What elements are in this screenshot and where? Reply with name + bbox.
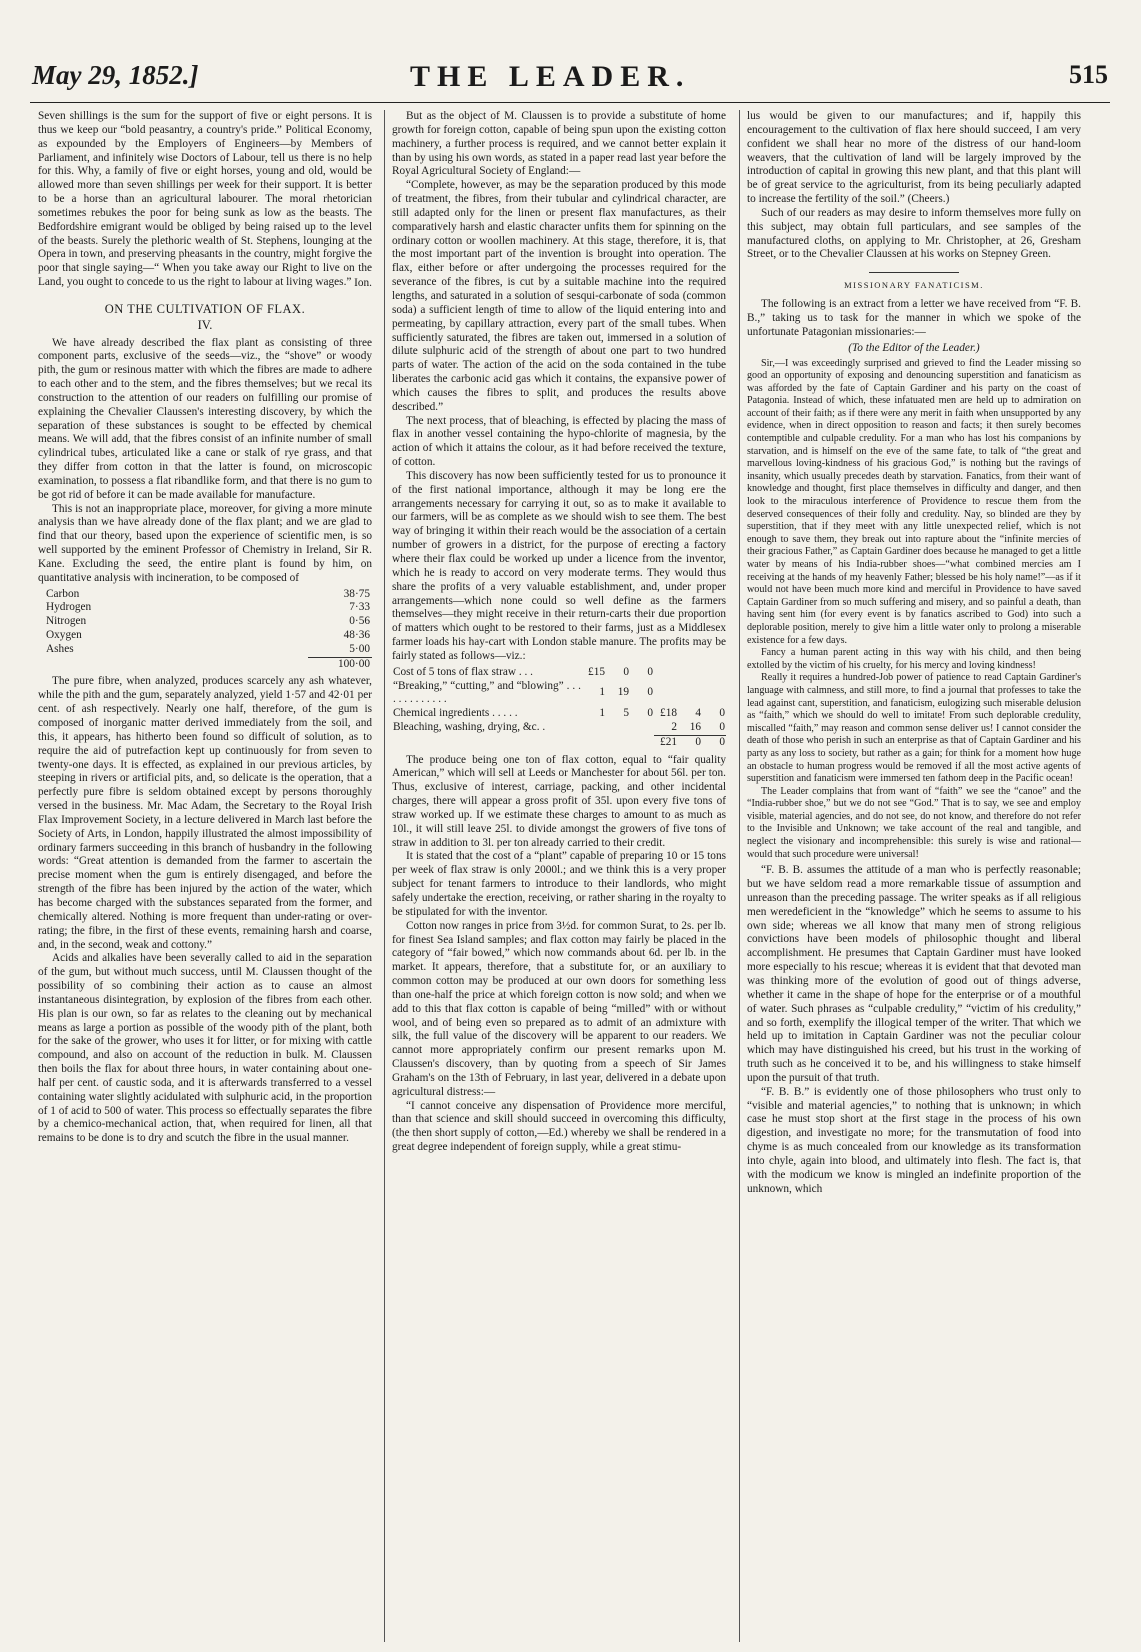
masthead-title: THE LEADER. [410, 60, 691, 93]
paragraph: “F. B. B. assumes the attitude of a man who is perfectly reasonable; but we have seldom read a more remarkable tissue of assumption and unreason than the preceding passage. The writer speaks as if all religious men weredeficient in the “knowledge” which he seems to assume to his own side; whereas we all know that many men of strong religious convictions have been models of philosophic thought and liberal accomplishment. He presumes that Captain Gardiner must have looked more especially to his rescue; whereas it is evident that that devoted man was thinking more of the evolution of good out of things adverse, whether it came in the shape of hope for the enterprise or of a mouthful of water. Such phrases as “culpable credulity,” “victim of his credulity,” and so forth, exemplify the illogical temper of the writer. That which we held up to imitation in Captain Gardiner was not the peculiar colour which may have distinguished his creed, but his trust in the working of truth such as he conceived it to be, and his willingness to stake himself upon the pursuit of that truth. [747, 864, 1081, 1084]
section-divider [869, 272, 959, 273]
paragraph: It is stated that the cost of a “plant” capable of preparing 10 or 15 tons per week of flax straw is only 2000l.; and we think this is a very proper subject for tenant farmers to introduce to their landlords, who might safely undertake the erection, receiving, or rather sharing in the royalty to be stipulated for with the inventor. [392, 850, 726, 918]
table-total-value: 100·00 [308, 657, 372, 671]
table-cell-total-pence: 0 [719, 720, 725, 733]
page-header [30, 56, 1110, 103]
letter-paragraph: Fancy a human parent acting in this way with his child, and then being extolled by the victim of his cruelty, for his mercy and loving kindness! [747, 647, 1081, 671]
intro-paragraph: Seven shillings is the sum for the support of five or eight persons. It is thus we keep our “bold peasantry, a country's pride.” Political Economy, as expounded by the Employers of Engineers—by Members of Parliament, and infinitely wise Doctors of Labour, tell us there is no help for this. Why, a family of five or eight horses, young and old, would be allowed more than seven shillings per week for their support. It is better to be a horse than an agricultural labourer. The moral rhetorician sometimes rebukes the poor for being sunk as low as the beasts. The Bedfordshire emigrant would be obliged by being raised up to the level of the beasts. Surely the plethoric wealth of St. Stephens, lounging at the Opera in town, and preserving pheasants in the country, might forgive the poor that single saying—“ When you take away our Right to live on the Land, you ought to concede to us the right to labour at living wages.” [38, 110, 372, 289]
table-cell-pounds [582, 721, 606, 735]
letter-body [747, 358, 1081, 862]
paragraph: The next process, that of bleaching, is effected by placing the mass of flax in another vessel containing the hypo-chlorite of magnesia, by the action of which it attains the colour, as it had before received the texture, of cotton. [392, 414, 726, 469]
letter-heading: (To the Editor of the Leader.) [848, 341, 980, 354]
table-row [392, 721, 726, 735]
table-total-row [392, 735, 726, 749]
table-cell-shillings [606, 721, 630, 735]
table-cell-total-pounds [654, 680, 678, 708]
column-1 [38, 110, 372, 1642]
table-cell-pounds: £15 [588, 665, 605, 678]
table-row [38, 601, 372, 615]
column-2 [392, 110, 726, 1642]
paragraph: But as the object of M. Claussen is to provide a substitute of home growth for foreign cotton, capable of being spun upon the existing cotton machinery, a further process is required, and we cannot better explain it than by using his own words, as stated in a paper read last year before the Royal Agricultural Society of England:— [392, 110, 726, 178]
table-cell-value: 38·75 [343, 587, 370, 600]
paragraph: Acids and alkalies have been severally called to aid in the separation of the gum, but without much success, until M. Claussen thought of the possibility of so combining their action as to cause an almost instantaneous disintegration, by explosion of the fibres from each other. His plan is our own, so far as relates to the cleaning out by mechanical means as large a portion as possible of the woody pith of the plant, both for the sake of the grower, who uses it for litter, or for mixing with cattle compound, and also on account of the reduction in bulk. M. Claussen then boils the flax for about three hours, in water containing about one-half per cent. of caustic soda, and it is afterwards transferred to a vessel containing water slightly acidulated with sulphuric acid, in the proportion of 1 of acid to 500 of water. This process so effectually separates the fibre by a chemico-mechanical action, that, when required for linen, all that remains to be done is to dry and scutch the fibre in the usual manner. [38, 952, 372, 1145]
table-total-pounds: £21 [654, 735, 678, 749]
article-title: ON THE CULTIVATION OF FLAX. [104, 301, 306, 316]
letter-paragraph: Sir,—I was exceedingly surprised and grieved to find the Leader missing so good an opportunity of exposing and denouncing superstition and fanaticism as was afforded by the fate of Captain Gardiner and his party on the coast of Patagonia. Instead of which, these infatuated men are held up to admiration on account of their faith; as if there were any merit in faith when unsupported by any evidence, when in direct opposition to reason and facts; it then surely becomes contemptible and culpable credulity. For a man who has lost his companions by starvation, and is himself on the eve of the same fate, to talk of “the great and marvellous loving-kindness of his gracious God,” is nothing but the ravings of insanity, which usually precedes death by starvation. Fanatics, from their want of knowledge and thought, first place themselves in difficulty and danger, and then look to the miraculous interference of Providence to rescue them from the deserved consequences of their folly and credulity. Nay, so blinded are they by superstition, that if they meet with any little unexpected relief, which is not enough to save them, they break out into rapture about the “infinite mercies of their gracious Father,” as Captain Gardiner does because he managed to get a little water by means of his India-rubber shoes—“what combined mercies am I receiving at the hands of my heavenly Father; blessed be his holy name!”—as if it would not have been much more kind and merciful in Providence to have saved Captain Gardiner from so much suffering and misery, and so painful a death, than having sent him (for every event is by fanatics ascribed to God) into such a deplorable position, merely to give him a little water only to prolong a miserable existence for a few days. [747, 357, 1081, 646]
table-cell-label: Carbon [46, 587, 80, 600]
table-cell-pence [630, 721, 654, 735]
table-cell-label: Oxygen [46, 629, 82, 642]
table-cell-total-pounds [654, 666, 678, 680]
paragraph: We have already described the flax plant as consisting of three component parts, exclusive of the seeds—viz., the “shove” or woody pith, the gum or resinous matter with which the fibres are made to adhere to each other and to the stem, and the fibres themselves; but we recal its construction to the attention of our readers on fulfilling our promise of explaining the Chevalier Claussen's interesting discovery, by which the separation of these substances is sought to be effected by chemical means. We will add, that the fibres consist of an infinite number of small cylindrical tubes, articulated like a cane or stalk of rye grass, and that they differ from cotton in that the latter is found, on microscopic examination, to possess a flat ribandlike form, and that there is no gum to be got rid of before it can be made available for manufacture. [38, 336, 372, 501]
table-cell-total-shillings [678, 666, 702, 680]
table-cell-label: Ashes [46, 643, 74, 656]
table-total-pence: 0 [702, 735, 726, 749]
table-total-shillings: 0 [678, 735, 702, 749]
table-cell-total-pounds: £18 [660, 707, 677, 720]
column-3 [747, 110, 1081, 1642]
table-row [38, 588, 372, 602]
block-quote: “I cannot conceive any dispensation of Providence more merciful, than that science and skill should succeed in overcoming this difficulty, (the then short supply of cotton,—Ed.) whereby we shall be rendered in a great degree independent of foreign supply, while a great stimu- [392, 1099, 726, 1154]
paragraph: Such of our readers as may desire to inform themselves more fully on this subject, may obtain full particulars, and see samples of the manufactured cloths, on applying to Mr. Christopher, at 26, Gresham Street, or to the Chevalier Claussen at his works on Stepney Green. [747, 206, 1081, 261]
table-cell-label: Cost of 5 tons of flax straw . . . [393, 665, 533, 678]
table-cell-label: Chemical ingredients . . . . . [393, 707, 518, 720]
section-title: MISSIONARY FANATICISM. [844, 280, 984, 291]
letter-paragraph: Really it requires a hundred-Job power of patience to read Captain Gardiner's language with calmness, and still more, to find a journal that professes to take the lead against cant, superstition, and fanaticism, eulogizing such miserable delusion as “faith,” which we should do well to imitate! From such deplorable credulity, miscalled “faith,” may reason and common sense deliver us! I cannot consider the death of those who perish in such an enterprise as that of Captain Gardiner and his party as any loss to society, but rather as a gain; for think for a moment how huge an obstacle to human progress would be removed if all the most active agents of superstition and fanaticism were immersed ten fathom deep in the Pacific ocean! [747, 672, 1081, 785]
table-row [38, 643, 372, 657]
table-cell-total-pence: 0 [719, 707, 725, 720]
table-cell-total-pence [702, 680, 726, 708]
table-cell-shillings: 0 [623, 665, 629, 678]
table-cell-label: Bleaching, washing, drying, &c. . [393, 721, 546, 734]
table-row [38, 629, 372, 643]
table-row [392, 666, 726, 680]
table-cell-pence: 0 [647, 707, 653, 720]
article-part-number: IV. [197, 317, 213, 332]
profit-table [392, 666, 726, 750]
table-cell-pence: 0 [647, 686, 653, 699]
paragraph: This is not an inappropriate place, moreover, for giving a more minute analysis than we have already done of the flax plant; and we are glad to find that our theory, based upon the experience of scientific men, is so well supported by the eminent Professor of Chemistry in Ireland, Sir R. Kane. Excluding the seed, the entire plant is found by him, on quantitative analysis with incineration, to be composed of [38, 502, 372, 584]
table-cell-pounds: 1 [599, 707, 605, 720]
table-row [392, 707, 726, 721]
table-cell-total-pence [702, 666, 726, 680]
table-cell-value: 48·36 [343, 629, 370, 642]
table-cell-pounds: 1 [599, 686, 605, 699]
page-number: 515 [1069, 60, 1108, 89]
table-cell-total-shillings [678, 680, 702, 708]
table-cell-label: Hydrogen [46, 601, 92, 614]
paragraph: The produce being one ton of flax cotton, equal to “fair quality American,” which will sell at Leeds or Manchester for about 56l. per ton. Thus, exclusive of interest, carriage, packing, and other incidental charges, there will appear a gross profit of 35l. upon every five tons of straw worked up. If we estimate these charges to amount to as much as 10l., it will still leave 25l. to divide amongst the growers of five tons of straw in addition to 3l. per ton already carried to their credit. [392, 753, 726, 849]
table-total-row [38, 657, 372, 671]
table-cell-shillings: 5 [623, 707, 629, 720]
table-cell-value: 5·00 [349, 642, 370, 655]
block-quote: “Complete, however, as may be the separation produced by this mode of treatment, the fibres, from their tubular and cylindrical character, are still adapted only for the linen or present flax manufactures, as their comparatively harsh and elastic character unfits them for spinning on the ordinary cotton or woollen machinery. At this stage, therefore, it is, that the most important part of the invention is brought into operation. The flax, either before or after undergoing the processes required for the severance of the fibres, is cut by a suitable machine into the required lengths, and saturated in a solution of sesqui-carbonate of soda (common soda) a sufficient length of time to allow of the liquid entering into and permeating, by capillary attraction, every part of the small tubes. When sufficiently saturated, the fibres are taken out, immersed in a solution of dilute sulphuric acid of the strength of about one part to two hundred parts of water. The action of the acid on the soda contained in the tube liberates the carbonic acid gas which it contains, the expansive power of which causes the fibres to split, and produces the results above described.” [392, 179, 726, 413]
paragraph: The following is an extract from a letter we have received from “F. B. B.,” taking us to task for the manner in which we spoke of the unfortunate Patagonian missionaries:— [747, 298, 1081, 338]
paragraph: The pure fibre, when analyzed, produces scarcely any ash whatever, while the pith and the gum, separately analyzed, yield 1·57 and 42·01 per cent. of ash respectively. Nearly one half, therefore, of the gum is composed of inorganic matter derived immediately from the soil, and this, it appears, has hitherto been found so difficult of solution, as to require the aid of putrefaction kept up continuously for from seven to twenty-one days. It is effected, as explained in our previous articles, by steeping in rivers or artificial pits, and, so delicate is the operation, that a perfectly pure fibre is seldom obtained except by persons thoroughly versed in the business. Mr. Mac Adam, the Secretary to the Royal Irish Flax Improvement Society, in a lecture delivered in March last before the Society of Arts, in London, happily illustrated the almost impossibility of ordinary farmers succeeding in this branch of husbandry in the following words: “Great attention is demanded from the farmer to ascertain the precise moment when the gum is entirely disengaged, and before the strength of the fibre has been injured by the action of the water, which has become charged with the substances separated from the former, and chemically altered. Nothing is more frequent than under-rating or over-rating; the fibre, in the first of these events, remaining harsh and coarse, and, in the second, weak and cottony.” [38, 675, 372, 951]
analysis-table [38, 588, 372, 672]
header-date: May 29, 1852.] [32, 60, 199, 90]
column-divider [739, 110, 740, 1642]
table-cell-label: “Breaking,” “cutting,” and “blowing” . . . . . . . . . . . . . [393, 679, 581, 706]
letter-paragraph: The Leader complains that from want of “faith” we see the “canoe” and the “India-rubber shoe,” but we do not see “God.” That is to say, we see and employ visible, material agencies, and do not see, do not know, and therefore do not refer to the Invisible and Unknown; we take account of the real and tangible, and neglect the visionary and incomprehensible: this surely is wise and rational—would that such procedure were universal! [747, 785, 1081, 860]
paragraph: This discovery has now been sufficiently tested for us to pronounce it of the first national importance, although it may be long ere the arrangements necessary for carrying it out, so as to make it available to our farmers, will be as complete as we should wish to see them. The best way of bringing it within their reach would be the association of a certain number of growers in a district, for the purpose of erecting a factory where their flax could be worked up under a licence from the inventor, which he is ready to accord on very moderate terms. They would thus share the profits of a very valuable establishment, and, under proper arrangements—which none could so well define as the farmers themselves—they might receive in their return-carts their due proportion of matters which ought to be restored to their farms, just as a Middlesex farmer loads his hay-cart with London stable manure. The profits may be fairly stated as follows—viz.: [392, 469, 726, 662]
table-cell-total-pounds: 2 [671, 720, 677, 733]
paragraph: “F. B. B.” is evidently one of those philosophers who trust only to “visible and material agencies,” to nothing that is unknown; in which case he must stop short at the first stage in the process of his own digestion, and investigate no more; for the transmutation of food into chyme is as much concealed from our knowledge as its transformation into chyle, again into blood, and ultimately into flesh. The fact is, that with the modicum we know is mingled an indefinite proportion of the unknown, which [747, 1085, 1081, 1195]
table-row [38, 615, 372, 629]
table-cell-value: 0·56 [349, 615, 370, 628]
table-cell-pence: 0 [647, 665, 653, 678]
intro-signature: Ion. [354, 276, 372, 289]
paragraph: lus would be given to our manufactures; and if, happily this encouragement to the cultivation of flax here should succeed, I am very confident we shall hear no more of the distress of our hand-loom weavers, that the cultivation of land will be largely improved by the introduction of capital in growing this new plant, and that this plant will be of great service to the agriculturist, from its being peculiarly adapted to increase the fertility of the soil.” (Cheers.) [747, 110, 1081, 206]
table-cell-total-shillings: 16 [689, 720, 701, 733]
table-row [392, 680, 726, 708]
table-cell-shillings: 19 [617, 686, 629, 699]
paragraph: Cotton now ranges in price from 3½d. for common Surat, to 2s. per lb. for finest Sea Island samples; and flax cotton may fairly be placed in the category of “fair bowed,” which now commands about 6d. per lb. in the market. It appears, therefore, that a substitute for, or an auxiliary to common cotton may be produced at our own doors for something less than one-half the price at which foreign cotton is now sold; and when we add to this that flax cotton is capable of being “milled” with or without wool, and of being even so prepared as to admit of an admixture with silk, the full value of the discovery will be apparent to our readers. We cannot more appropriately confirm our present remarks upon M. Claussen's discovery, than by quoting from a speech of Sir James Graham's on the 13th of February, in last year, delivered in a debate upon agricultural distress:— [392, 919, 726, 1098]
table-cell-label: Nitrogen [46, 615, 87, 628]
column-divider [384, 110, 385, 1642]
table-cell-total-shillings: 4 [695, 707, 701, 720]
table-cell-value: 7·33 [349, 601, 370, 614]
